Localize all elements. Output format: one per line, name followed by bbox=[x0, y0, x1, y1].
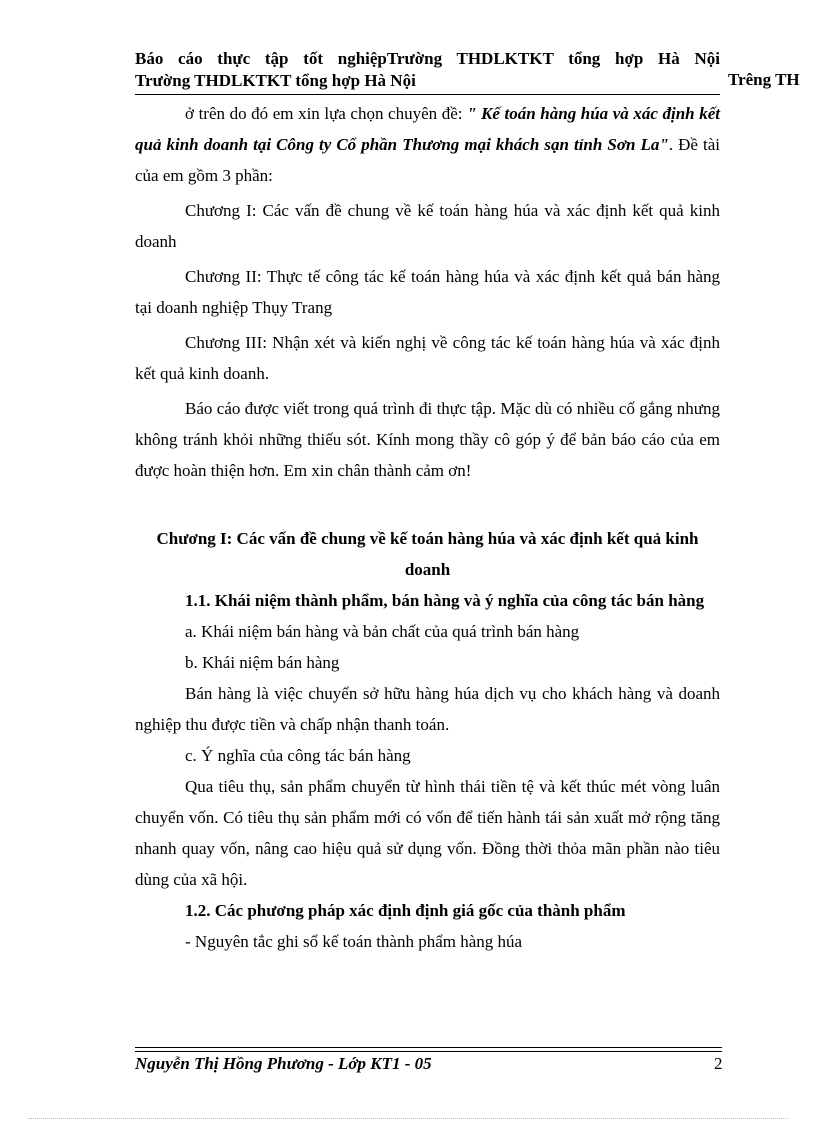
closing-paragraph: Báo cáo được viết trong quá trình đi thực tập. Mặc dù có nhiều cố gắng nhưng không tránh khỏi những thiếu sót. Kính mong thầy cô góp ý để bản báo cáo của em được hoàn thiện hơn. Em xin chân thành cảm ơn! bbox=[135, 399, 720, 480]
chapter-1-summary: Chương I: Các vấn đề chung về kế toán hàng húa và xác định kết quả kinh doanh bbox=[135, 201, 720, 251]
intro-prefix: ở trên do đó em xin lựa chọn chuyên đề: bbox=[185, 104, 468, 123]
item-b: b. Khái niệm bán hàng bbox=[185, 653, 340, 672]
header-line-2: Trường THDLKTKT tổng hợp Hà Nội bbox=[135, 71, 416, 90]
section-1-2-heading: 1.2. Các phương pháp xác định định giá gốc của thành phẩm bbox=[185, 901, 626, 920]
paragraph-c: Qua tiêu thụ, sản phẩm chuyển từ hình thái tiền tệ và kết thúc mét vòng luân chuyển vốn. Có tiêu thụ sản phẩm mới có vốn để tiến hành tái sản xuất mở rộng tăng nhanh quay vốn, nâng cao hiệu quả sử dụng vốn. Đồng thời thỏa mãn phần nào tiêu dùng của xã hội. bbox=[135, 777, 720, 889]
chapter-2-summary: Chương II: Thực tế công tác kế toán hàng húa và xác định kết quả bán hàng tại doanh nghiệp Thụy Trang bbox=[135, 267, 720, 317]
header-rule bbox=[135, 94, 720, 95]
chapter-3-summary: Chương III: Nhận xét và kiến nghị về công tác kế toán hàng húa và xác định kết quả kinh doanh. bbox=[135, 333, 720, 383]
header-overflow-text: Trêng TH bbox=[728, 70, 800, 89]
footer-author: Nguyễn Thị Hồng Phương - Lớp KT1 - 05 bbox=[135, 1054, 432, 1073]
footer-rule-bottom bbox=[135, 1051, 722, 1052]
bullet-item: - Nguyên tắc ghi sổ kế toán thành phẩm hàng húa bbox=[185, 932, 523, 951]
intro-topic: " Kế toán hàng húa và xác định kết quả kinh doanh tại Công ty Cổ phần Thương mại khách sạn tỉnh Sơn La" bbox=[135, 104, 720, 154]
page-header bbox=[135, 48, 720, 92]
header-line-1: Báo cáo thực tập tốt nghiệpTrường THDLKTKT tổng hợp Hà Nội bbox=[135, 49, 720, 68]
page-edge-divider bbox=[28, 1118, 788, 1119]
intro-suffix: . Đề tài của em gồm 3 phần: bbox=[135, 135, 720, 185]
document-body bbox=[135, 98, 720, 957]
page-number: 2 bbox=[714, 1054, 723, 1073]
item-c: c. Ý nghĩa của công tác bán hàng bbox=[185, 746, 411, 765]
chapter-title: Chương I: Các vấn đề chung về kế toán hàng húa và xác định kết quả kinh doanh bbox=[156, 529, 699, 579]
footer-rule-top bbox=[135, 1047, 722, 1048]
section-1-1-heading: 1.1. Khái niệm thành phẩm, bán hàng và ý nghĩa của công tác bán hàng bbox=[185, 591, 705, 610]
intro-paragraph bbox=[135, 98, 720, 191]
item-a: a. Khái niệm bán hàng và bản chất của quá trình bán hàng bbox=[185, 622, 580, 641]
paragraph-b: Bán hàng là việc chuyển sở hữu hàng húa dịch vụ cho khách hàng và doanh nghiệp thu được tiền và chấp nhận thanh toán. bbox=[135, 684, 720, 734]
